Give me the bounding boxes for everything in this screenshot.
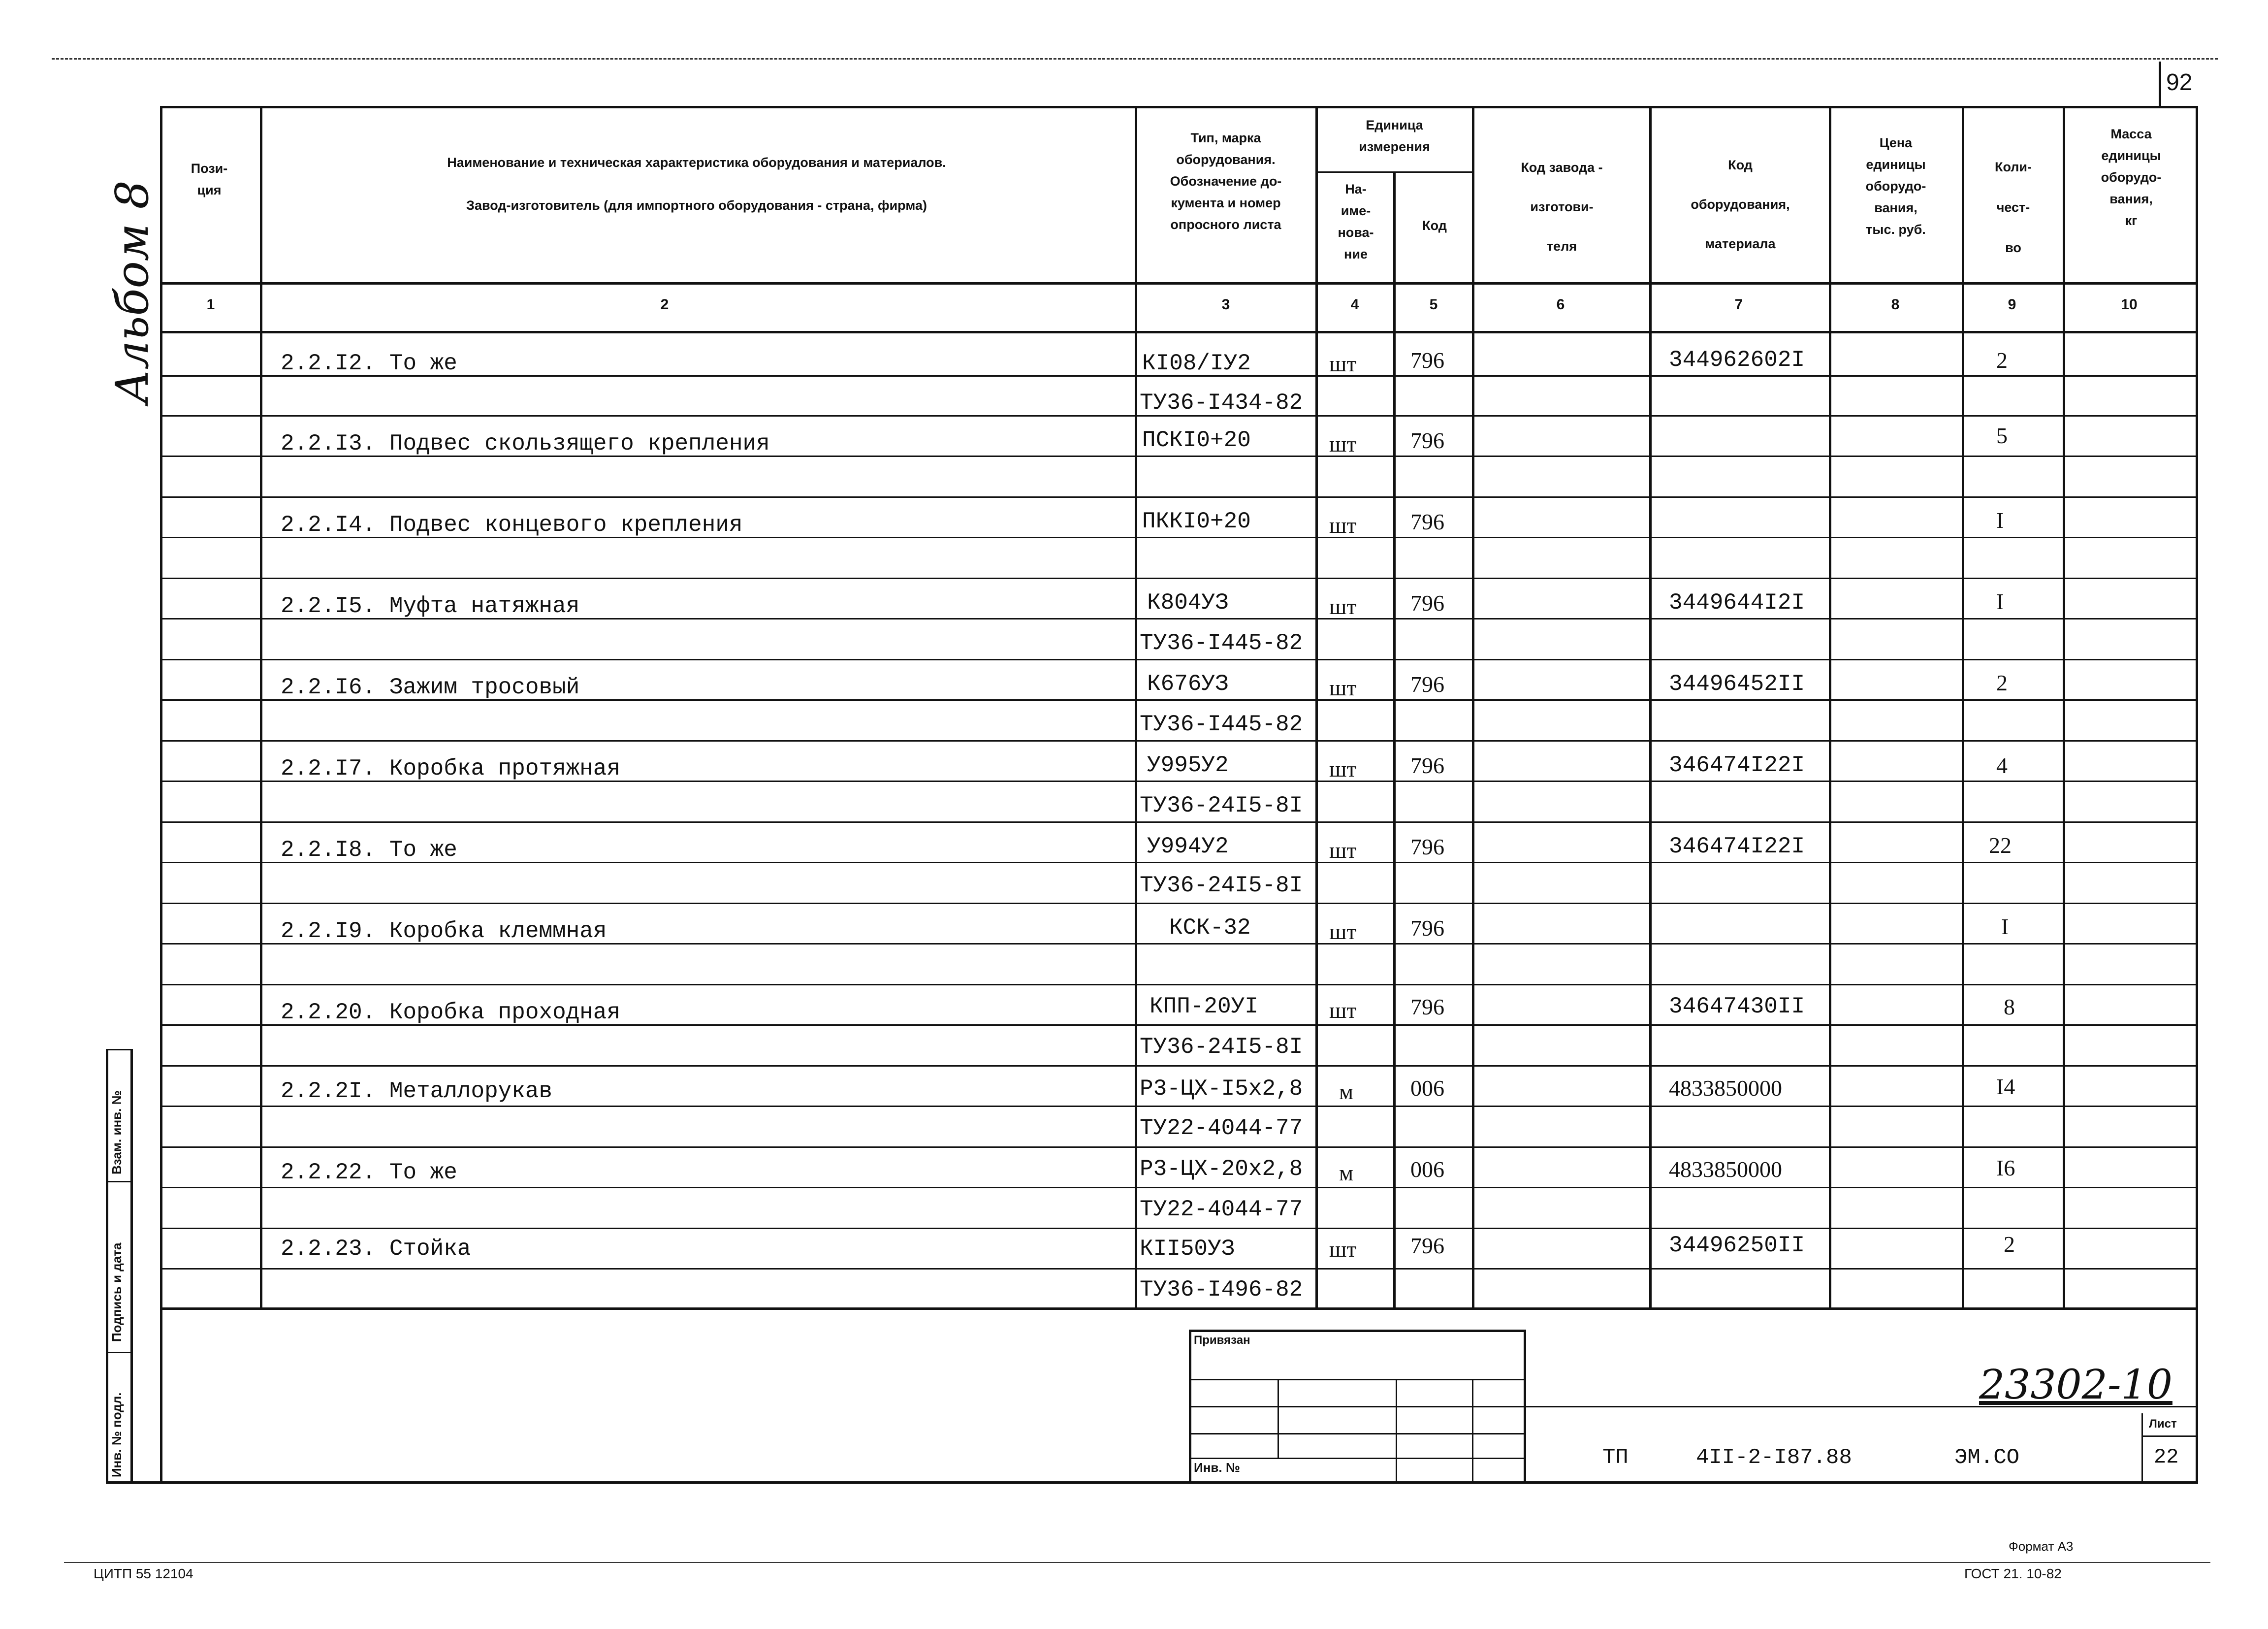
colnum-5: 5 <box>1429 296 1438 313</box>
header-unit: Единица измерения <box>1359 118 1430 154</box>
row-mat-code: 34647430II <box>1669 994 1805 1019</box>
row-doc: ТУ36-24I5-8I <box>1140 1034 1303 1060</box>
header-type: Тип, марка оборудования. Обозначение до- кумента и номер опросного листа <box>1170 130 1282 232</box>
document-number: 23302-10 <box>1979 1362 2172 1408</box>
row-mat-code: 3449644I2I <box>1669 590 1805 616</box>
header-name-line2: Завод-изготовитель (для импортного оборудования - страна, фирма) <box>466 198 927 213</box>
row-mat-code: 346474I22I <box>1669 752 1805 778</box>
row-name: 2.2.20. Коробка проходная <box>281 1000 621 1025</box>
colnum-1: 1 <box>206 296 215 313</box>
row-mat-code: 4833850000 <box>1669 1075 1782 1101</box>
row-type: Р3-ЦХ-I5х2,8 <box>1140 1076 1303 1102</box>
row-name: 2.2.I2. То же <box>281 351 457 376</box>
row-type: КI08/IУ2 <box>1142 351 1251 376</box>
stamp-original-inv: Инв. № подл. <box>109 1392 124 1477</box>
colnum-6: 6 <box>1556 296 1565 313</box>
row-doc: ТУ36-24I5-8I <box>1140 793 1303 818</box>
row-name: 2.2.I4. Подвес концевого крепления <box>281 512 743 538</box>
header-unit-name: На- име- нова- ние <box>1338 182 1374 261</box>
row-doc: ТУ22-4044-77 <box>1140 1115 1303 1141</box>
row-code: 796 <box>1410 590 1444 616</box>
row-unit: шт <box>1329 594 1357 619</box>
row-type: КСК-32 <box>1169 915 1251 941</box>
row-unit: шт <box>1329 838 1357 863</box>
stamp-signature-date: Подпись и дата <box>109 1242 124 1342</box>
footer-left: ЦИТП 55 12104 <box>94 1566 193 1581</box>
row-code: 796 <box>1410 1233 1444 1258</box>
row-code: 796 <box>1410 994 1444 1019</box>
row-name: 2.2.I9. Коробка клеммная <box>281 918 607 944</box>
title-inv-no: Инв. № <box>1194 1460 1240 1475</box>
row-qty: I <box>1996 589 2004 614</box>
colnum-3: 3 <box>1221 296 1230 313</box>
header-equipment-code: Код оборудования, материала <box>1691 158 1790 251</box>
row-mat-code: 346474I22I <box>1669 834 1805 859</box>
row-type: Р3-ЦХ-20х2,8 <box>1140 1156 1303 1182</box>
stamp-replacement-inv: Взам. инв. № <box>109 1090 124 1174</box>
row-name: 2.2.I6. Зажим тросовый <box>281 675 580 700</box>
row-unit: шт <box>1329 756 1357 782</box>
title-sheet-label: Лист <box>2149 1417 2177 1431</box>
row-type: У994У2 <box>1147 834 1229 859</box>
row-qty: 2 <box>1996 670 2008 695</box>
row-code: 796 <box>1410 834 1444 859</box>
title-sheet-number: 22 <box>2154 1445 2179 1469</box>
row-type: ПСКI0+20 <box>1142 427 1251 453</box>
row-qty: I <box>1996 508 2004 533</box>
row-doc: ТУ36-I445-82 <box>1140 630 1303 656</box>
row-qty: I4 <box>1996 1074 2015 1099</box>
row-doc: ТУ22-4044-77 <box>1140 1197 1303 1222</box>
row-type: КII50УЗ <box>1140 1236 1235 1262</box>
row-doc: ТУ36-I434-82 <box>1140 390 1303 416</box>
row-type: ПККI0+20 <box>1142 509 1251 534</box>
row-code: 796 <box>1410 509 1444 534</box>
row-type: У995У2 <box>1147 752 1229 778</box>
row-qty: 2 <box>1996 348 2008 373</box>
header-position: Пози- ция <box>191 161 228 197</box>
header-unit-code: Код <box>1422 218 1447 233</box>
row-qty: I <box>2001 914 2009 939</box>
colnum-4: 4 <box>1350 296 1359 313</box>
row-code: 796 <box>1410 348 1444 373</box>
row-type: К804УЗ <box>1147 590 1229 616</box>
colnum-10: 10 <box>2121 296 2138 313</box>
title-tp: ТП <box>1602 1445 1629 1470</box>
title-mark: ЭМ.СО <box>1954 1445 2020 1470</box>
row-qty: 2 <box>2004 1232 2015 1257</box>
colnum-2: 2 <box>660 296 669 313</box>
row-unit: шт <box>1329 1237 1357 1262</box>
row-doc: ТУ36-I445-82 <box>1140 712 1303 737</box>
row-doc: ТУ36-I496-82 <box>1140 1277 1303 1303</box>
header-factory-code: Код завода - изготови- теля <box>1521 160 1603 254</box>
page-number: 92 <box>2166 69 2193 96</box>
colnum-8: 8 <box>1891 296 1900 313</box>
row-unit: шт <box>1329 513 1357 538</box>
row-code: 006 <box>1410 1075 1444 1101</box>
row-unit: шт <box>1329 998 1357 1023</box>
row-qty: 4 <box>1996 753 2008 778</box>
row-type: К676УЗ <box>1147 671 1229 697</box>
row-name: 2.2.I8. То же <box>281 837 457 863</box>
row-name: 2.2.I7. Коробка протяжная <box>281 756 621 782</box>
row-code: 796 <box>1410 915 1444 941</box>
header-quantity: Коли- чест- во <box>1994 160 2032 255</box>
colnum-7: 7 <box>1734 296 1743 313</box>
row-code: 796 <box>1410 753 1444 778</box>
row-qty: 8 <box>2004 994 2015 1019</box>
row-unit: шт <box>1329 919 1357 944</box>
row-unit: шт <box>1329 431 1357 456</box>
footer-gost: ГОСТ 21. 10-82 <box>1964 1566 2062 1581</box>
row-unit: шт <box>1329 351 1357 376</box>
row-name: 2.2.2I. Металлорукав <box>281 1078 553 1104</box>
row-code: 796 <box>1410 672 1444 697</box>
colnum-9: 9 <box>2008 296 2016 313</box>
row-name: 2.2.23. Стойка <box>281 1236 471 1262</box>
row-qty: I6 <box>1996 1155 2015 1180</box>
row-mat-code: 34496250II <box>1669 1233 1805 1258</box>
row-qty: 22 <box>1989 833 2012 858</box>
row-name: 2.2.I3. Подвес скользящего крепления <box>281 431 770 456</box>
row-mat-code: 4833850000 <box>1669 1157 1782 1182</box>
row-code: 796 <box>1410 428 1444 453</box>
header-mass: Масса единицы оборудо- вания, кг <box>2101 127 2162 228</box>
row-type: КПП-20УI <box>1150 994 1258 1019</box>
row-unit: м <box>1339 1079 1354 1104</box>
title-privyazan: Привязан <box>1194 1334 1250 1347</box>
row-doc: ТУ36-24I5-8I <box>1140 873 1303 898</box>
title-project: 4II-2-I87.88 <box>1696 1445 1852 1470</box>
row-name: 2.2.22. То же <box>281 1160 457 1185</box>
row-unit: м <box>1339 1160 1354 1185</box>
row-name: 2.2.I5. Муфта натяжная <box>281 593 580 619</box>
header-name-line1: Наименование и техническая характеристика оборудования и материалов. <box>447 155 946 170</box>
row-mat-code: 344962602I <box>1669 347 1805 373</box>
footer-format: Формат А3 <box>2009 1539 2074 1554</box>
row-code: 006 <box>1410 1157 1444 1182</box>
row-unit: шт <box>1329 675 1357 700</box>
header-price: Цена единицы оборудо- вания, тыс. руб. <box>1865 135 1926 237</box>
row-mat-code: 34496452II <box>1669 671 1805 697</box>
album-label: Альбом 8 <box>106 180 159 404</box>
row-qty: 5 <box>1996 423 2008 448</box>
